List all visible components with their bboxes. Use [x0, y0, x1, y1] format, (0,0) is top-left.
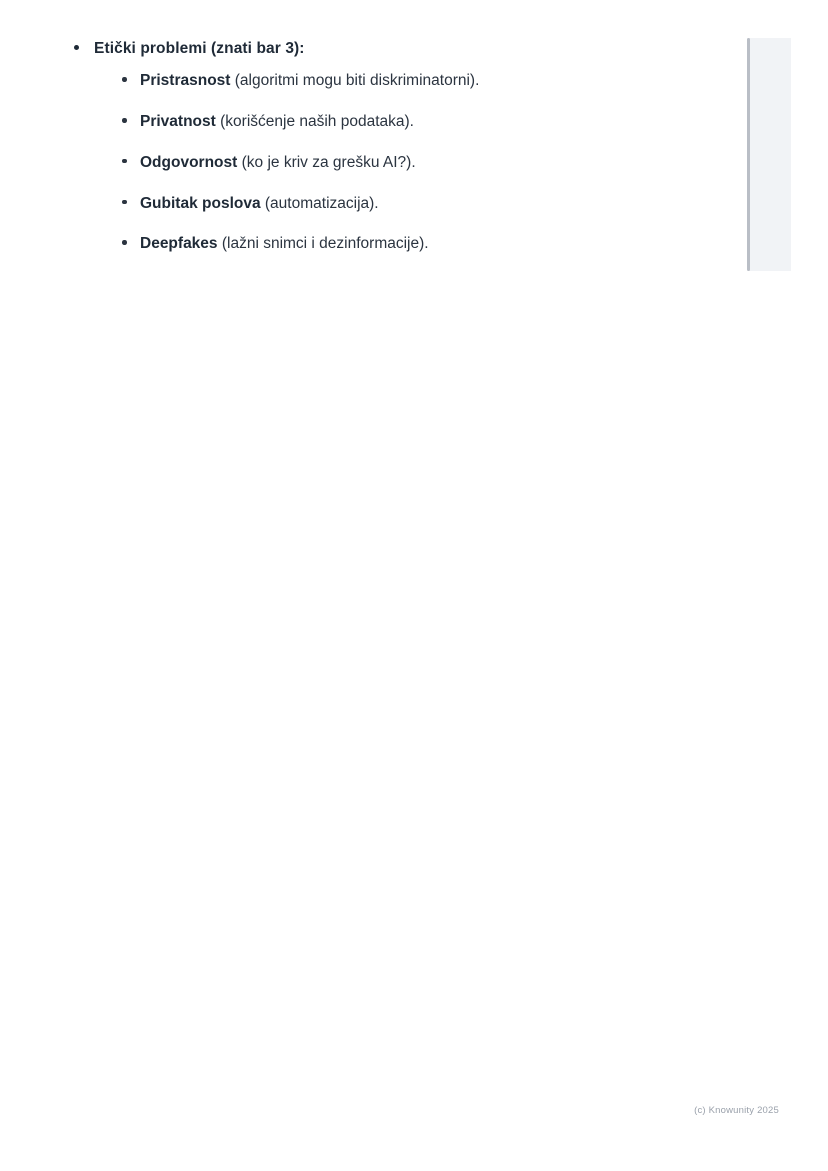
outline-list [70, 38, 730, 255]
issue-term: Privatnost [140, 113, 216, 131]
copyright-footer: (c) Knowunity 2025 [694, 1105, 779, 1116]
bullet-icon [74, 45, 79, 50]
bullet-icon [122, 118, 127, 123]
list-item [120, 70, 730, 92]
section-heading: Etički problemi (znati bar 3): [94, 40, 305, 57]
list-item [120, 193, 730, 215]
issue-gloss: (automatizacija). [260, 194, 379, 212]
outline-top-item [70, 38, 730, 255]
bullet-icon [122, 240, 127, 245]
issue-gloss: (korišćenje naših podataka). [215, 113, 414, 131]
list-item [120, 233, 730, 255]
list-item [120, 111, 730, 133]
issue-term: Odgovornost [140, 153, 238, 171]
bullet-icon [122, 77, 127, 82]
issue-term: Gubitak poslova [140, 194, 261, 212]
vertical-scrollbar-thumb[interactable] [747, 38, 750, 271]
ethical-issues-list [94, 70, 730, 254]
issue-gloss: (algoritmi mogu biti diskriminatorni). [230, 72, 480, 90]
vertical-scrollbar-track[interactable] [748, 38, 791, 271]
document-content [70, 38, 730, 255]
bullet-icon [122, 200, 127, 205]
bullet-icon [122, 159, 127, 164]
issue-term: Pristrasnost [140, 72, 231, 90]
issue-gloss: (lažni snimci i dezinformacije). [217, 235, 429, 253]
list-item [120, 152, 730, 174]
issue-term: Deepfakes [140, 235, 218, 253]
issue-gloss: (ko je kriv za grešku AI?). [237, 153, 416, 171]
